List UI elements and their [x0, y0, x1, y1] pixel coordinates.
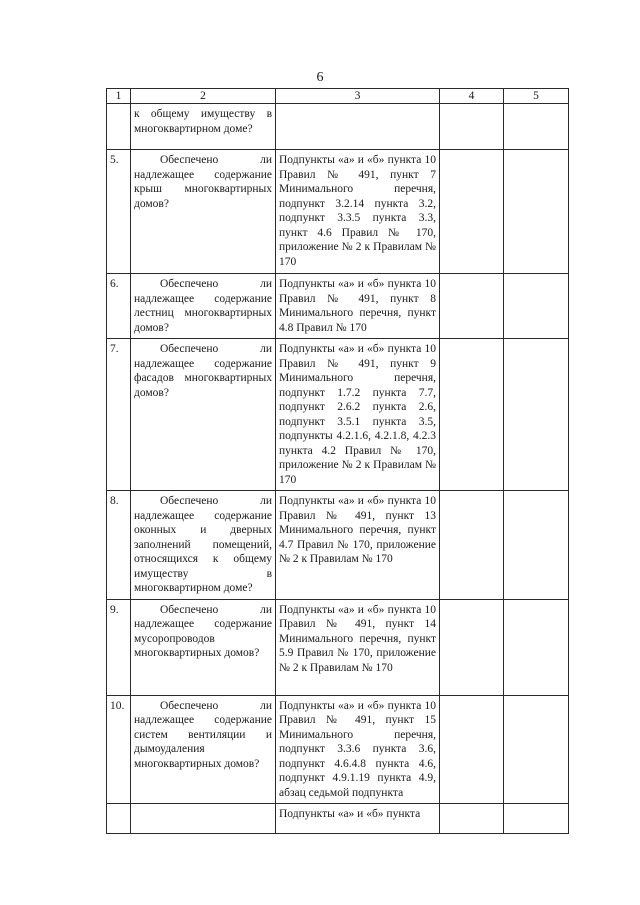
answer-cell — [440, 150, 504, 274]
answer-cell — [440, 804, 504, 834]
answer-cell — [440, 274, 504, 339]
requirement-question: Обеспечено ли надлежащее содержание мусоропроводов многоквартирных домов? — [131, 599, 276, 695]
note-cell — [504, 150, 569, 274]
requirement-question: к общему имуществу в многоквартирном доме? — [131, 104, 276, 150]
note-cell — [504, 274, 569, 339]
requirement-question: Обеспечено ли надлежащее содержание крыш многоквартирных домов? — [131, 150, 276, 274]
legal-reference — [276, 104, 440, 150]
table-row — [107, 274, 569, 339]
header-cell: 1 — [107, 89, 131, 104]
note-cell — [504, 695, 569, 804]
legal-reference: Подпункты «а» и «б» пункта 10 Правил № 491, пункт 13 Минимального перечня, пункт 4.7 Правил № 170, приложение № 2 к Правилам № 170 — [276, 491, 440, 600]
note-cell — [504, 804, 569, 834]
row-number — [107, 104, 131, 150]
header-cell: 4 — [440, 89, 504, 104]
note-cell — [504, 104, 569, 150]
header-cell: 2 — [131, 89, 276, 104]
row-number: 10. — [107, 695, 131, 804]
answer-cell — [440, 695, 504, 804]
row-number: 7. — [107, 339, 131, 491]
requirement-question: Обеспечено ли надлежащее содержание систем вентиляции и дымоудаления многоквартирных домов? — [131, 695, 276, 804]
header-row — [107, 89, 569, 104]
legal-reference: Подпункты «а» и «б» пункта 10 Правил № 491, пункт 8 Минимального перечня, пункт 4.8 Правил № 170 — [276, 274, 440, 339]
answer-cell — [440, 339, 504, 491]
table-row — [107, 150, 569, 274]
note-cell — [504, 339, 569, 491]
note-cell — [504, 599, 569, 695]
header-cell: 5 — [504, 89, 569, 104]
answer-cell — [440, 104, 504, 150]
requirement-question: Обеспечено ли надлежащее содержание фасадов многоквартирных домов? — [131, 339, 276, 491]
legal-reference: Подпункты «а» и «б» пункта 10 Правил № 491, пункт 7 Минимального перечня, подпункт 3.2.14 пункта 3.2, подпункт 3.3.5 пункта 3.3, пункт 4.6 Правил № 170, приложение № 2 к Правилам № 170 — [276, 150, 440, 274]
table-row — [107, 339, 569, 491]
legal-reference: Подпункты «а» и «б» пункта — [276, 804, 440, 834]
row-number: 6. — [107, 274, 131, 339]
legal-reference: Подпункты «а» и «б» пункта 10 Правил № 491, пункт 9 Минимального перечня, подпункт 1.7.2 пункта 7.7, подпункт 2.6.2 пункта 2.6, подпункт 3.5.1 пункта 3.5, подпункты 4.2.1.6, 4.2.1.8, 4.2.3 пункта 4.2 Правил № 170, приложение № 2 к Правилам № 170 — [276, 339, 440, 491]
answer-cell — [440, 599, 504, 695]
table-row — [107, 104, 569, 150]
table-row — [107, 599, 569, 695]
page-number: 6 — [316, 70, 324, 85]
table-row — [107, 804, 569, 834]
header-cell: 3 — [276, 89, 440, 104]
row-number: 5. — [107, 150, 131, 274]
requirement-question — [131, 804, 276, 834]
checklist-table — [106, 88, 569, 834]
table-row — [107, 491, 569, 600]
row-number: 9. — [107, 599, 131, 695]
row-number: 8. — [107, 491, 131, 600]
requirement-question: Обеспечено ли надлежащее содержание оконных и дверных заполнений помещений, относящихся к общему имуществу в многоквартирном доме? — [131, 491, 276, 600]
table-row — [107, 695, 569, 804]
legal-reference: Подпункты «а» и «б» пункта 10 Правил № 491, пункт 15 Минимального перечня, подпункт 3.3.6 пункта 3.6, подпункт 4.6.4.8 пункта 4.6, подпункт 4.9.1.19 пункта 4.9, абзац седьмой подпункта — [276, 695, 440, 804]
requirement-question: Обеспечено ли надлежащее содержание лестниц многоквартирных домов? — [131, 274, 276, 339]
note-cell — [504, 491, 569, 600]
answer-cell — [440, 491, 504, 600]
legal-reference: Подпункты «а» и «б» пункта 10 Правил № 491, пункт 14 Минимального перечня, пункт 5.9 Правил № 170, приложение № 2 к Правилам № 170 — [276, 599, 440, 695]
row-number — [107, 804, 131, 834]
